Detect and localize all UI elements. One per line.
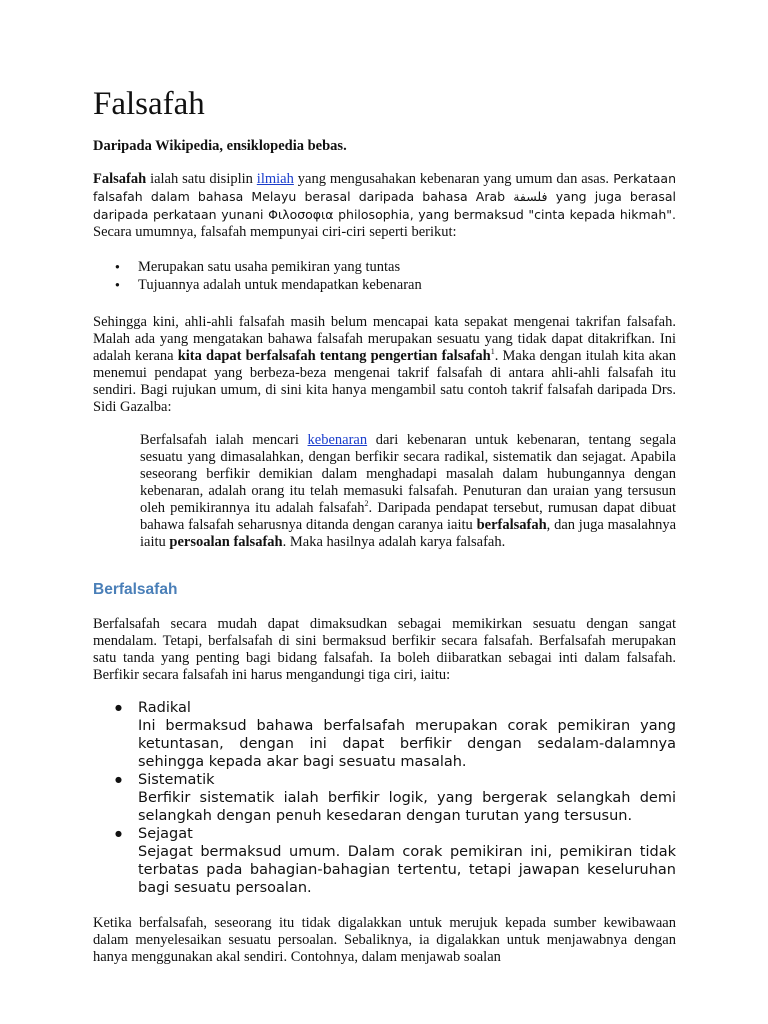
intro-text-2: yang mengusahakan kebenaran yang umum dan asas.: [293, 171, 610, 187]
article-body: [93, 170, 676, 966]
ilmiah-link[interactable]: ilmiah: [256, 171, 294, 187]
source-subtitle: Daripada Wikipedia, ensiklopedia bebas.: [93, 138, 347, 154]
kebenaran-link[interactable]: kebenaran: [307, 432, 368, 448]
page-title: Falsafah: [93, 86, 205, 122]
quote-text-5: . Maka hasilnya adalah karya falsafah.: [282, 534, 506, 550]
quote-paragraph: [140, 432, 676, 551]
intro-text-1: ialah satu disiplin: [146, 171, 257, 187]
intro-text-3: Perkataan falsafah dalam bahasa Melayu berasal daripada bahasa Arab: [93, 171, 677, 204]
footnote-2[interactable]: 2: [364, 499, 369, 509]
criterion-title: ● Radikal: [138, 700, 191, 716]
para2-text-1: Sehingga kini, ahli-ahli falsafah masih belum mencapai kata sepakat mengenai takrifan falsafah. Malah ada yang mengatakan bahawa falsafah merupakan sesuatu yang tidak dapat ditakrifkan. Ini adalah kerana: [93, 314, 676, 364]
features-list: [93, 258, 676, 294]
para2-text-2: . Maka dengan itulah kita akan menemui pendapat yang berbeza-beza mengenai takrif falsafah di antara ahli-ahli falsafah itu sendiri. Bagi rujukan umum, di sini kita hanya mengambil satu contoh takrif falsafah daripada Drs. Sidi Gazalba:: [93, 348, 676, 415]
list-item: [93, 825, 676, 897]
definition-quote: [93, 432, 676, 551]
quote-text-1: Berfalsafah ialah mencari: [140, 432, 308, 448]
quote-text-4: , dan juga masalahnya iaitu: [140, 517, 677, 550]
criterion-desc: Ini bermaksud bahawa berfalsafah merupakan corak pemikiran yang ketuntasan, dengan ini dapat berfikir dengan sedalam-dalamnya sehingga kepada akar bagi sesuatu masalah.: [138, 718, 676, 770]
quote-bold-1: berfalsafah: [476, 517, 547, 533]
definition-paragraph: [93, 314, 676, 416]
criterion-desc: Berfikir sistematik ialah berfikir logik, yang bergerak selangkah demi selangkah dengan penuh kesedaran dengan turutan yang tersusun.: [138, 790, 676, 824]
footnote-1[interactable]: 1: [490, 347, 495, 357]
list-item: ● Merupakan satu usaha pemikiran yang tuntas: [93, 258, 676, 276]
intro-paragraph: [93, 170, 676, 241]
list-item: [93, 699, 676, 771]
quote-bold-2: persoalan falsafah: [169, 534, 283, 550]
intro-text-5: Secara umumnya, falsafah mempunyai ciri-ciri seperti berikut:: [93, 224, 457, 240]
quote-text-3: . Daripada pendapat tersebut, rumusan dapat dibuat bahawa falsafah seharusnya ditanda dengan caranya iaitu: [140, 500, 676, 533]
berfalsafah-paragraph: Berfalsafah secara mudah dapat dimaksudkan sebagai memikirkan sesuatu dengan sangat mendalam. Tetapi, berfalsafah di sini bermaksud berfikir secara falsafah. Berfalsafah merupakan satu tanda yang penting bagi bidang falsafah. Ia boleh diibaratkan sebagai inti dalam falsafah. Berfikir secara falsafah ini harus mengandungi tiga ciri, iaitu:: [93, 616, 676, 683]
criterion-title: ● Sejagat: [138, 826, 193, 842]
quote-text-2: dari kebenaran untuk kebenaran, tentang segala sesuatu yang dimasalahkan, dengan berfikir secara radikal, sistematik dan sejagat. Apabila seseorang berfikir demikian dalam menghadapi masalah dalam hubungannya dengan kebenaran, adalah orang itu telah memasuki falsafah. Penuturan dan uraian yang tersusun oleh pemikirannya itu adalah falsafah: [140, 432, 677, 516]
arabic-word: فلسفة: [513, 189, 548, 204]
para2-bold: kita dapat berfalsafah tentang pengertian falsafah: [177, 348, 491, 364]
intro-text-4: yang juga berasal daripada perkataan yunani Φιλοσοφια philosophia, yang bermaksud "cinta kepada hikmah".: [93, 189, 676, 222]
criterion-title: ● Sistematik: [138, 772, 215, 788]
list-item: [93, 771, 676, 825]
section-heading-berfalsafah: Berfalsafah: [93, 581, 178, 598]
intro-term: Falsafah: [93, 171, 147, 187]
list-item: ● Tujuannya adalah untuk mendapatkan kebenaran: [93, 276, 676, 294]
criterion-desc: Sejagat bermaksud umum. Dalam corak pemikiran ini, pemikiran tidak terbatas pada bahagian-bahagian tertentu, tetapi jawapan keseluruhan bagi sesuatu persoalan.: [138, 844, 676, 896]
closing-paragraph: Ketika berfalsafah, seseorang itu tidak digalakkan untuk merujuk kepada sumber kewibawaan dalam menyelesaikan sesuatu persoalan. Sebaliknya, ia digalakkan untuk menjawabnya dengan hanya menggunakan akal sendiri. Contohnya, dalam menjawab soalan: [93, 915, 676, 965]
criteria-list: [93, 699, 676, 897]
